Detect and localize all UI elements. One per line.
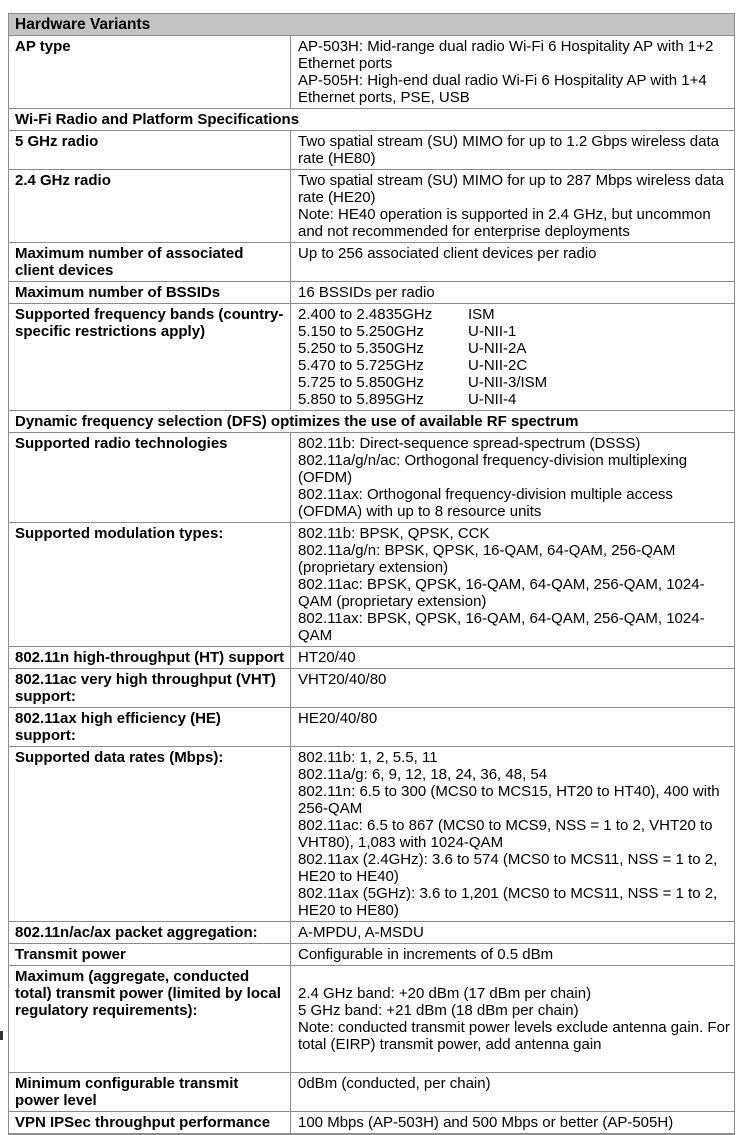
value-line: A-MPDU, A-MSDU — [298, 924, 424, 941]
spec-label: AP type — [9, 36, 291, 108]
page-edge-artifact — [0, 1031, 3, 1040]
spec-label: 2.4 GHz radio — [9, 170, 291, 242]
value-line: 802.11b: Direct-sequence spread-spectrum (DSSS) — [298, 435, 641, 452]
spec-row — [9, 433, 734, 523]
frequency-range: 5.850 to 5.895GHz — [298, 391, 424, 408]
value-line — [298, 391, 730, 408]
value-line: 802.11b: 1, 2, 5.5, 11 — [298, 749, 438, 766]
value-line: 802.11a/g: 6, 9, 12, 18, 24, 36, 48, 54 — [298, 766, 548, 783]
value-line: VHT20/40/80 — [298, 671, 387, 688]
value-line — [298, 340, 730, 357]
band-name: U-NII-2A — [468, 340, 527, 357]
spec-value — [291, 170, 734, 242]
spec-label: Supported radio technologies — [9, 433, 291, 522]
value-line: Configurable in increments of 0.5 dBm — [298, 946, 554, 963]
value-line — [298, 374, 730, 391]
value-line: Note: conducted transmit power levels exclude antenna gain. For total (EIRP) transmit power, add antenna gain — [298, 1019, 730, 1053]
value-line — [298, 323, 730, 340]
spec-value — [291, 1112, 734, 1133]
value-line: 802.11ac: BPSK, QPSK, 16-QAM, 64-QAM, 256-QAM, 1024-QAM (proprietary extension) — [298, 576, 705, 610]
spec-row — [9, 170, 734, 243]
value-line: AP-505H: High-end dual radio Wi-Fi 6 Hospitality AP with 1+4 Ethernet ports, PSE, USB — [298, 72, 707, 106]
spec-row — [9, 669, 734, 708]
value-line: Up to 256 associated client devices per radio — [298, 245, 597, 262]
spec-value — [291, 36, 734, 108]
value-line: 5 GHz band: +21 dBm (18 dBm per chain) — [298, 1002, 579, 1019]
spec-value — [291, 708, 734, 746]
value-line: Two spatial stream (SU) MIMO for up to 1.2 Gbps wireless data rate (HE80) — [298, 133, 719, 167]
spec-value — [291, 747, 734, 921]
spec-table — [8, 13, 735, 1135]
value-line: 16 BSSIDs per radio — [298, 284, 435, 301]
spec-label: Maximum number of BSSIDs — [9, 282, 291, 303]
spec-value — [291, 131, 734, 169]
spec-label: 802.11n/ac/ax packet aggregation: — [9, 922, 291, 943]
spec-label: Supported data rates (Mbps): — [9, 747, 291, 921]
spec-row — [9, 922, 734, 944]
spec-row — [9, 304, 734, 411]
spec-value — [291, 922, 734, 943]
spec-label: Supported modulation types: — [9, 523, 291, 646]
spec-value — [291, 304, 734, 410]
header-text: Hardware Variants — [15, 16, 151, 33]
value-line — [298, 306, 730, 323]
spec-row — [9, 1073, 734, 1112]
spec-row — [9, 647, 734, 669]
spec-value — [291, 647, 734, 668]
value-line: 2.4 GHz band: +20 dBm (17 dBm per chain) — [298, 985, 592, 1002]
spec-row — [9, 36, 734, 109]
spec-value — [291, 966, 734, 1072]
value-line — [298, 1053, 730, 1070]
value-line: 802.11ax: Orthogonal frequency-division multiple access (OFDMA) with up to 8 resource units — [298, 486, 673, 520]
subheader-row — [9, 109, 734, 131]
header-text: Wi-Fi Radio and Platform Specifications — [15, 111, 300, 128]
spec-value — [291, 1073, 734, 1111]
value-line — [298, 357, 730, 374]
spec-row — [9, 131, 734, 170]
value-line: 802.11ax: BPSK, QPSK, 16-QAM, 64-QAM, 256-QAM, 1024-QAM — [298, 610, 705, 644]
spec-row — [9, 747, 734, 922]
value-line: 802.11a/g/n/ac: Orthogonal frequency-division multiplexing (OFDM) — [298, 452, 688, 486]
value-line — [298, 968, 730, 985]
spec-row — [9, 1112, 734, 1133]
header-text: Dynamic frequency selection (DFS) optimizes the use of available RF spectrum — [15, 413, 579, 430]
value-line: 802.11ac: 6.5 to 867 (MCS0 to MCS9, NSS = 1 to 2, VHT20 to VHT80), 1,083 with 1024-QAM — [298, 817, 713, 851]
band-name: U-NII-2C — [468, 357, 528, 374]
band-name: U-NII-4 — [468, 391, 517, 408]
spec-value — [291, 669, 734, 707]
value-line: 802.11n: 6.5 to 300 (MCS0 to MCS15, HT20 to HT40), 400 with 256-QAM — [298, 783, 720, 817]
spec-value — [291, 523, 734, 646]
frequency-range: 2.400 to 2.4835GHz — [298, 306, 433, 323]
spec-label: 802.11n high-throughput (HT) support — [9, 647, 291, 668]
subheader-row — [9, 411, 734, 433]
band-name: U-NII-3/ISM — [468, 374, 548, 391]
spec-row — [9, 966, 734, 1073]
spec-label: VPN IPSec throughput performance — [9, 1112, 291, 1133]
value-line: HE20/40/80 — [298, 710, 378, 727]
band-name: ISM — [468, 306, 495, 323]
value-line: AP-503H: Mid-range dual radio Wi-Fi 6 Hospitality AP with 1+2 Ethernet ports — [298, 38, 714, 72]
value-line: HT20/40 — [298, 649, 356, 666]
spec-value — [291, 282, 734, 303]
header-row — [9, 14, 734, 36]
spec-label: Maximum (aggregate, conducted total) transmit power (limited by local regulatory requirements): — [9, 966, 291, 1072]
value-line: Note: HE40 operation is supported in 2.4 GHz, but uncommon and not recommended for enterprise deployments — [298, 206, 711, 240]
spec-row — [9, 243, 734, 282]
value-line: Two spatial stream (SU) MIMO for up to 287 Mbps wireless data rate (HE20) — [298, 172, 724, 206]
spec-label: 5 GHz radio — [9, 131, 291, 169]
band-name: U-NII-1 — [468, 323, 517, 340]
frequency-range: 5.150 to 5.250GHz — [298, 323, 424, 340]
spec-label: 802.11ac very high throughput (VHT) support: — [9, 669, 291, 707]
spec-value — [291, 433, 734, 522]
spec-row — [9, 944, 734, 966]
value-line: 802.11a/g/n: BPSK, QPSK, 16-QAM, 64-QAM, 256-QAM (proprietary extension) — [298, 542, 676, 576]
spec-label: Maximum number of associated client devices — [9, 243, 291, 281]
value-line: 100 Mbps (AP-503H) and 500 Mbps or better (AP-505H) — [298, 1114, 674, 1131]
spec-value — [291, 944, 734, 965]
spec-label: 802.11ax high efficiency (HE) support: — [9, 708, 291, 746]
frequency-range: 5.470 to 5.725GHz — [298, 357, 424, 374]
value-line: 802.11b: BPSK, QPSK, CCK — [298, 525, 490, 542]
value-line: 802.11ax (5GHz): 3.6 to 1,201 (MCS0 to MCS11, NSS = 1 to 2, HE20 to HE80) — [298, 885, 718, 919]
frequency-range: 5.250 to 5.350GHz — [298, 340, 424, 357]
spec-label: Transmit power — [9, 944, 291, 965]
spec-row — [9, 523, 734, 647]
spec-row — [9, 282, 734, 304]
spec-row — [9, 708, 734, 747]
spec-value — [291, 243, 734, 281]
value-line: 802.11ax (2.4GHz): 3.6 to 574 (MCS0 to MCS11, NSS = 1 to 2, HE20 to HE40) — [298, 851, 718, 885]
spec-label: Supported frequency bands (country-specific restrictions apply) — [9, 304, 291, 410]
spec-label: Minimum configurable transmit power level — [9, 1073, 291, 1111]
value-line: 0dBm (conducted, per chain) — [298, 1075, 491, 1092]
frequency-range: 5.725 to 5.850GHz — [298, 374, 424, 391]
